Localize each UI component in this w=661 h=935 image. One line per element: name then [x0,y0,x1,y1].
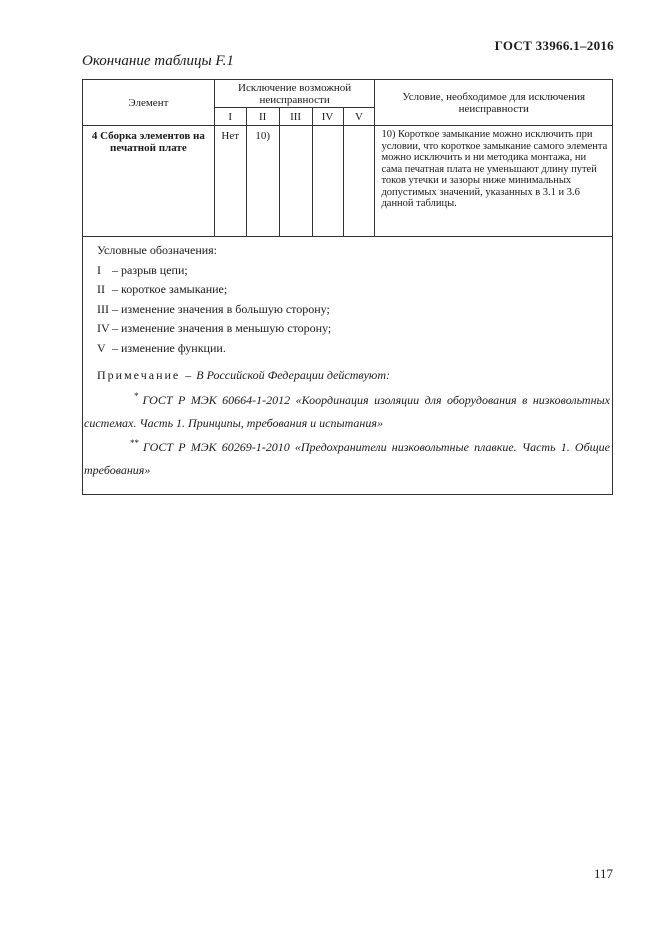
note-label: Примечание – [97,368,194,382]
row-cell-2: 10) [246,126,279,237]
header-roman-3: III [279,108,312,126]
table-row [83,126,613,237]
footnote-2-text: ГОСТ Р МЭК 60269-1-2010 «Предохранители низковольтные плавкие. Часть 1. Общие требования» [84,440,610,477]
legend-code: IV [97,321,110,335]
header-element: Элемент [83,80,215,126]
legend-text: – изменение значения в меньшую сторону; [112,321,332,335]
legend-text: – короткое замыкание; [112,282,228,296]
footnote-1 [84,385,610,435]
legend-text: – разрыв цепи; [112,262,188,277]
fault-exclusion-table [82,79,613,237]
row-cell-4 [312,126,343,237]
legend-item [97,300,331,320]
legend-title: Условные обозначения: [97,243,218,257]
legend-text: – изменение значения в большую сторону; [112,301,330,316]
footnote-2-mark: ** [130,438,139,448]
header-exclusion: Исключение возможной неисправности [214,80,375,108]
row-condition: 10) Короткое замыкание можно исключить при условии, что короткое замыкание самого элемента можно исключить и ни методика монтажа, ни сама печатная плата не уменьшают длину путей токов утечки и зазоры ниже минимальных допустимых значений, указанных в 3.1 и 3.6 данной таблицы. [375,126,613,237]
note [97,368,390,383]
header-roman-4: IV [312,108,343,126]
legend-item [97,280,331,300]
header-roman-5: V [343,108,375,126]
row-element: 4 Сборка элементов на печатной плате [83,126,215,237]
table-caption: Окончание таблицы F.1 [82,53,234,69]
legend-code: III [97,301,109,316]
legend-code: I [97,262,101,277]
footnote-1-text: ГОСТ Р МЭК 60664-1-2012 «Координация изоляции для оборудования в низковольтных системах. Часть 1. Принципы, требования и испытания» [84,393,610,430]
note-text: В Российской Федерации действуют: [196,368,391,382]
footnote-1-mark: * [134,391,139,401]
standard-number: ГОСТ 33966.1–2016 [494,38,614,53]
header-roman-1: I [214,108,246,126]
legend-item [97,261,331,281]
legend-code: V [97,340,106,355]
legend-item [97,319,331,339]
legend-text: – изменение функции. [112,340,226,355]
footnote-2 [84,432,610,482]
row-cell-3 [279,126,312,237]
header-roman-2: II [246,108,279,126]
legend-code: II [97,282,105,296]
header-condition: Условие, необходимое для исключения неисправности [375,80,613,126]
row-cell-1: Нет [214,126,246,237]
page-number: 117 [593,866,613,881]
legend-item [97,339,331,359]
legend [97,241,331,358]
row-cell-5 [343,126,375,237]
